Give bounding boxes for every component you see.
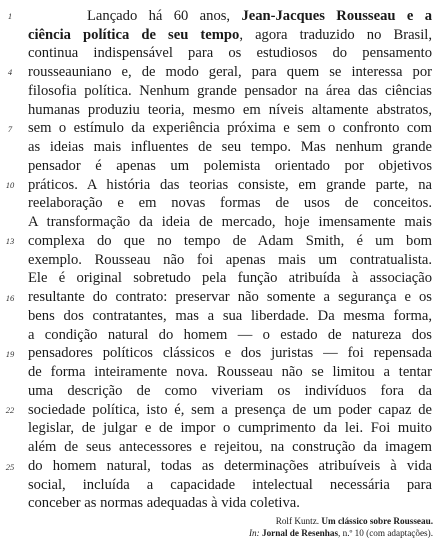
line-number: 19: [5, 349, 15, 359]
text-line-4: rousseauniano e, de modo geral, para quem se interessa por: [28, 64, 432, 80]
text-line-19: pensadores políticos clássicos e dos juristas — foi repensada: [28, 345, 432, 361]
book-title-part-1: Jean-Jacques Rousseau e a: [241, 8, 432, 24]
text-line-18: a condição natural do homem — o estado de natureza dos: [28, 327, 432, 343]
text-line-1: Lançado há 60 anos, Jean-Jacques Rousseau e a: [87, 8, 432, 24]
line-number: 1: [7, 11, 13, 21]
text-line-9: pensador é apenas um polemista orientado por objetivos: [28, 158, 432, 174]
text-line-16: resultante do contrato: preservar não somente a segurança e os: [28, 289, 432, 305]
line-number: 13: [5, 236, 15, 246]
text-line-27: conceber as normas adequadas à vida coletiva.: [28, 495, 300, 511]
text-line-10: práticos. A história das teorias consiste, em grande parte, na: [28, 177, 432, 193]
text-line-11: reelaboração e em novas formas de usos de conceitos.: [28, 195, 432, 211]
line-number: 25: [5, 462, 15, 472]
text-line-15: Ele é original sobretudo pela função atribuída à associação: [28, 270, 432, 286]
text-line-6: humanas produziu teoria, mesmo em níveis altamente abstratos,: [28, 102, 432, 118]
source-article-title: Um clássico sobre Rousseau.: [321, 516, 433, 526]
text-line-8: as ideias mais influentes de seu tempo. Mas nenhum grande: [28, 139, 432, 155]
source-citation-line-1: Rolf Kuntz. Um clássico sobre Rousseau.: [275, 516, 433, 526]
text-line-24: além de seus antecessores e rejeitou, na construção da imagem: [28, 439, 432, 455]
text-line-13: complexa do que no tempo de Adam Smith, é um bom: [28, 233, 432, 249]
text-line-26: social, incluída a capacidade intelectual necessária para: [28, 477, 432, 493]
text-line-22: sociedade política, isto é, sem a presença de um poder capaz de: [28, 402, 432, 418]
line-number: 7: [7, 124, 13, 134]
source-citation-line-2: In: Jornal de Resenhas, n.º 10 (com adaptações).: [248, 528, 433, 538]
text-line-7: sem o estímulo da experiência próxima e sem o confronto com: [28, 120, 432, 136]
source-journal: Jornal de Resenhas: [259, 528, 339, 538]
text-line-2: ciência política de seu tempo, agora traduzido no Brasil,: [28, 27, 432, 43]
book-title-part-2: ciência política de seu tempo: [28, 27, 240, 43]
text-line-25: do homem natural, todas as determinações atribuíveis à vida: [28, 458, 432, 474]
line-number: 4: [7, 67, 13, 77]
line-number: 10: [5, 180, 15, 190]
text-line-5: filosofia política. Nenhum grande pensador na área das ciências: [28, 83, 432, 99]
text-line-23: legislar, de julgar e de impor o cumprimento da lei. Foi muito: [28, 420, 432, 436]
line-number: 22: [5, 405, 15, 415]
line-number: 16: [5, 293, 15, 303]
text-line-21: uma descrição de como viveriam os indivíduos fora da: [28, 383, 432, 399]
text-line-12: A transformação da ideia de mercado, hoje imensamente mais: [28, 214, 432, 230]
text-line-20: de forma inteiramente nova. Rousseau não se limitou a tentar: [28, 364, 432, 380]
text-line-3: continua indispensável para os estudiosos do pensamento: [28, 45, 432, 61]
text-line-17: bens dos contratantes, mas a sua liberdade. Da mesma forma,: [28, 308, 432, 324]
text-line-14: exemplo. Rousseau não foi apenas mais um contratualista.: [28, 252, 432, 268]
